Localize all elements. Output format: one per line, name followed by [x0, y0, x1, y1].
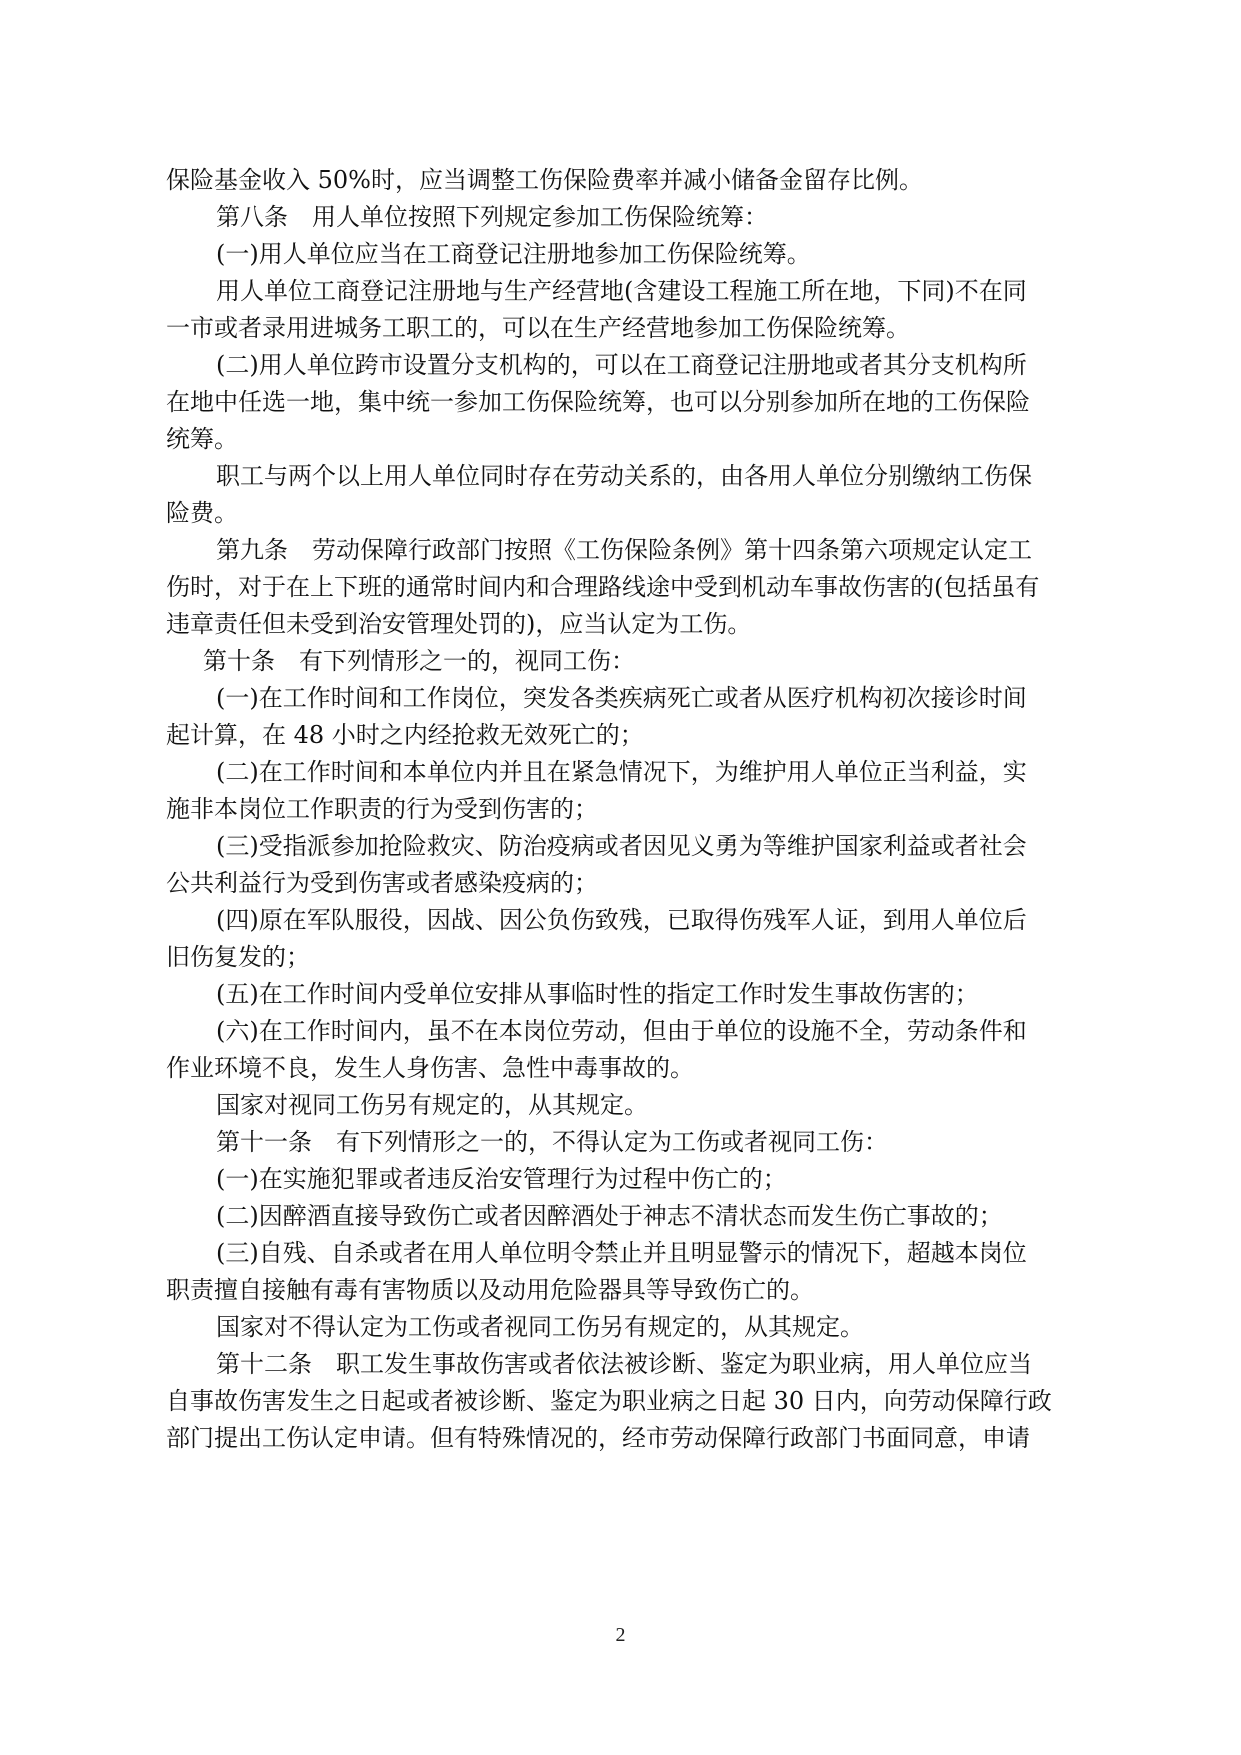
text-line: 起计算，在 48 小时之内经抢救无效死亡的； [166, 721, 644, 749]
text-line: 一市或者录用进城务工职工的，可以在生产经营地参加工伤保险统筹。 [166, 314, 910, 342]
text-line: 险费。 [166, 499, 238, 527]
text-line: 旧伤复发的； [166, 943, 310, 971]
page-number: 2 [615, 1624, 626, 1646]
article-8-heading: 第八条 用人单位按照下列规定参加工伤保险统筹： [216, 203, 768, 231]
text-line: 职工与两个以上用人单位同时存在劳动关系的，由各用人单位分别缴纳工伤保 [216, 462, 1032, 490]
text-line: (四)原在军队服役，因战、因公负伤致残，已取得伤残军人证，到用人单位后 [216, 906, 1027, 934]
text-line: 职责擅自接触有毒有害物质以及动用危险器具等导致伤亡的。 [166, 1276, 814, 1304]
text-line: (三)受指派参加抢险救灾、防治疫病或者因见义勇为等维护国家利益或者社会 [216, 832, 1027, 860]
text-line: 部门提出工伤认定申请。但有特殊情况的，经市劳动保障行政部门书面同意，申请 [166, 1424, 1030, 1452]
text-line: (五)在工作时间内受单位安排从事临时性的指定工作时发生事故伤害的； [216, 980, 979, 1008]
article-12-heading: 第十二条 职工发生事故伤害或者依法被诊断、鉴定为职业病，用人单位应当 [216, 1350, 1032, 1378]
article-9-heading: 第九条 劳动保障行政部门按照《工伤保险条例》第十四条第六项规定认定工 [216, 536, 1032, 564]
text-line: 违章责任但未受到治安管理处罚的)，应当认定为工伤。 [166, 610, 752, 638]
text-line: (二)因醉酒直接导致伤亡或者因醉酒处于神志不清状态而发生伤亡事故的； [216, 1202, 1003, 1230]
text-line: (一)在工作时间和工作岗位，突发各类疾病死亡或者从医疗机构初次接诊时间 [216, 684, 1027, 712]
text-line: (二)用人单位跨市设置分支机构的，可以在工商登记注册地或者其分支机构所 [216, 351, 1027, 379]
text-line: 国家对视同工伤另有规定的，从其规定。 [216, 1091, 648, 1119]
article-11-heading: 第十一条 有下列情形之一的，不得认定为工伤或者视同工伤： [216, 1128, 888, 1156]
text-line: 施非本岗位工作职责的行为受到伤害的； [166, 795, 598, 823]
text-line: 自事故伤害发生之日起或者被诊断、鉴定为职业病之日起 30 日内，向劳动保障行政 [166, 1387, 1052, 1415]
text-line: 保险基金收入 50%时，应当调整工伤保险费率并减小储备金留存比例。 [166, 166, 923, 194]
text-line: (三)自残、自杀或者在用人单位明令禁止并且明显警示的情况下，超越本岗位 [216, 1239, 1027, 1267]
text-line: (二)在工作时间和本单位内并且在紧急情况下，为维护用人单位正当利益，实 [216, 758, 1027, 786]
text-line: 公共利益行为受到伤害或者感染疫病的； [166, 869, 598, 897]
text-line: 伤时，对于在上下班的通常时间内和合理路线途中受到机动车事故伤害的(包括虽有 [166, 573, 1040, 601]
text-line: 国家对不得认定为工伤或者视同工伤另有规定的，从其规定。 [216, 1313, 864, 1341]
text-line: (一)用人单位应当在工商登记注册地参加工伤保险统筹。 [216, 240, 811, 268]
text-line: 统筹。 [166, 425, 238, 453]
text-line: 在地中任选一地，集中统一参加工伤保险统筹，也可以分别参加所在地的工伤保险 [166, 388, 1030, 416]
text-line: 作业环境不良，发生人身伤害、急性中毒事故的。 [166, 1054, 694, 1082]
article-10-heading: 第十条 有下列情形之一的，视同工伤： [203, 647, 635, 675]
text-line: 用人单位工商登记注册地与生产经营地(含建设工程施工所在地，下同)不在同 [216, 277, 1027, 305]
text-line: (六)在工作时间内，虽不在本岗位劳动，但由于单位的设施不全，劳动条件和 [216, 1017, 1027, 1045]
text-line: (一)在实施犯罪或者违反治安管理行为过程中伤亡的； [216, 1165, 787, 1193]
